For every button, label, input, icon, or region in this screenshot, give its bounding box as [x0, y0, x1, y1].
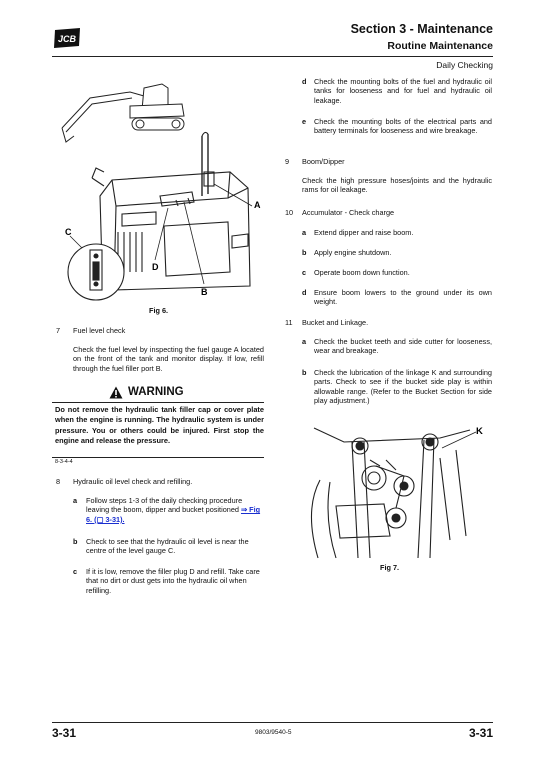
fig6-label-d: D — [152, 262, 159, 272]
item10d-text: Ensure boom lowers to the ground under its own weight. — [314, 288, 492, 307]
fig6-label-a: A — [254, 200, 261, 210]
fig6-label-b: B — [201, 287, 208, 297]
item8-title: Hydraulic oil level check and refilling. — [73, 477, 193, 486]
item11b-letter: b — [302, 368, 307, 377]
item8c-text: If it is low, remove the filler plug D and refill. Take care that no dirt or dust gets into the hydraulic oil when refilling. — [86, 567, 260, 595]
item9-title: Boom/Dipper — [302, 157, 345, 166]
item8a-letter: a — [73, 496, 78, 505]
page-topic: Daily Checking — [436, 60, 493, 70]
warning-heading — [109, 386, 229, 400]
warning-body: Do not remove the hydraulic tank filler cap or cover plate when the engine is running. The hydraulic system is under pressure. You or others could be injured. First stop the engine and release the pressure. — [55, 405, 264, 445]
item-d-letter: d — [302, 77, 307, 86]
item8b-text: Check to see that the hydraulic oil level is near the centre of the level gauge C. — [86, 537, 249, 556]
bucket-linkage-icon — [311, 428, 470, 558]
item8b-letter: b — [73, 537, 78, 546]
item11a-letter: a — [302, 337, 307, 346]
logo-text: JCB — [57, 34, 77, 44]
item10a-text: Extend dipper and raise boom. — [314, 228, 414, 237]
warning-top-rule — [52, 402, 264, 403]
warning-title: WARNING — [128, 386, 184, 398]
item-e-letter: e — [302, 117, 307, 126]
item10c-letter: c — [302, 268, 307, 277]
level-gauge-icon — [68, 244, 124, 300]
item10a-letter: a — [302, 228, 307, 237]
item11b-text: Check the lubrication of the linkage K and surrounding parts. Check to see if the bucket side play is within allowable range. (Refer to the Bucket Section for side play adjustment.) — [314, 368, 492, 406]
item8-number: 8 — [56, 477, 61, 486]
item11-number: 11 — [285, 318, 293, 327]
fig7-illustration — [300, 420, 494, 562]
item10-title: Accumulator - Check charge — [302, 208, 395, 217]
page-number-left: 3-31 — [52, 726, 77, 740]
item7-body: Check the fuel level by inspecting the fuel gauge A located on the front of the tank and monitor display. If low, refill through the fuel filler port B. — [73, 345, 264, 373]
item11-title: Bucket and Linkage. — [302, 318, 369, 327]
warning-bottom-rule — [52, 457, 264, 458]
item10d-letter: d — [302, 288, 307, 297]
document-code: 9803/9540-5 — [255, 729, 292, 736]
fig6-label-c: C — [65, 227, 72, 237]
fig6-reference-link[interactable]: ⇒ Fig 6. (▢ 3-31). — [86, 505, 261, 524]
item7-title: Fuel level check — [73, 326, 126, 335]
item-d-text: Check the mounting bolts of the fuel and hydraulic oil tanks for looseness and for fuel and hydraulic oil leakage. — [314, 77, 492, 105]
fig7-label-k: K — [476, 426, 483, 437]
excavator-overview-icon — [62, 84, 184, 142]
item10b-text: Apply engine shutdown. — [314, 248, 392, 257]
warning-triangle-icon — [109, 386, 123, 399]
fig7-caption: Fig 7. — [380, 563, 400, 572]
section-title: Section 3 - Maintenance — [350, 22, 493, 36]
section-subtitle: Routine Maintenance — [387, 40, 493, 52]
item9-number: 9 — [285, 157, 290, 166]
item8a-text: Follow steps 1-3 of the daily checking procedure leaving the boom, dipper and bucket positioned — [86, 496, 243, 515]
item10b-letter: b — [302, 248, 307, 257]
item11a-text: Check the bucket teeth and side cutter for looseness, wear and breakage. — [314, 337, 492, 356]
item8c-letter: c — [73, 567, 78, 576]
page-number-right: 3-31 — [468, 726, 493, 740]
footer-divider — [52, 722, 493, 723]
item9-body: Check the high pressure hoses/joints and the hydraulic rams for oil leakage. — [302, 176, 492, 195]
header-divider — [52, 56, 493, 57]
item-e-text: Check the mounting bolts of the electrical parts and battery terminals for looseness and wire breakage. — [314, 117, 492, 136]
warning-code: 8-3-4-4 — [55, 459, 73, 465]
item10-number: 10 — [285, 208, 294, 217]
item7-number: 7 — [56, 326, 61, 335]
jcb-logo — [52, 28, 82, 48]
item10c-text: Operate boom down function. — [314, 268, 410, 277]
fig6-caption: Fig 6. — [149, 306, 169, 315]
item8a-step — [86, 496, 264, 524]
fig6-illustration — [52, 76, 272, 301]
